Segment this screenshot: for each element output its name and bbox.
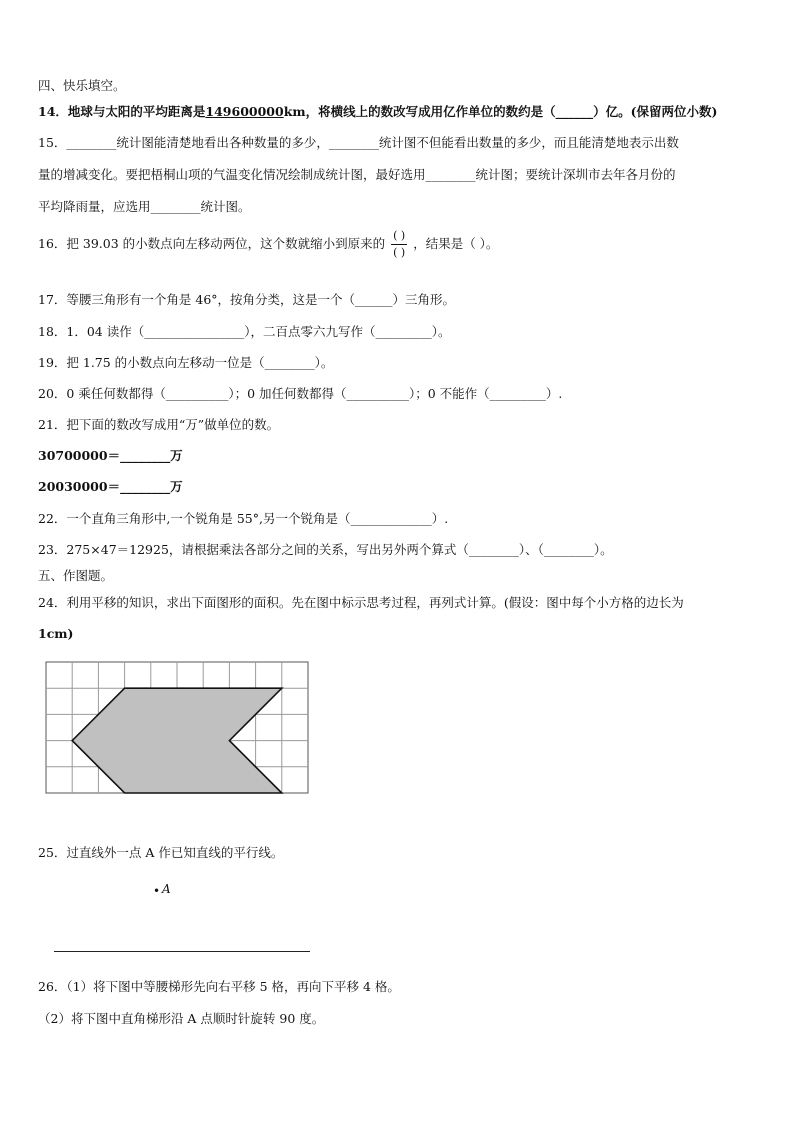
question-18: 18．1．04 读作（________________），二百点零六九写作（_________）。 — [38, 324, 451, 339]
point-a-dot: • — [153, 884, 161, 898]
q16-fraction-denominator: ( ) — [393, 246, 406, 259]
question-14 — [38, 104, 717, 120]
q16-fraction-numerator: ( ) — [391, 230, 407, 245]
section-4-title: 四、快乐填空。 — [38, 78, 126, 93]
given-line — [54, 951, 310, 952]
q14-number: 149600000 — [205, 104, 284, 119]
q14-suffix: km，将横线上的数改写成用亿作单位的数约是（______）亿。(保留两位小数) — [283, 104, 718, 119]
question-26-line-1: 26．（1）将下图中等腰梯形先向右平移 5 格，再向下平移 4 格。 — [38, 979, 400, 994]
grid-figure — [44, 660, 310, 796]
q14-prefix: 14．地球与太阳的平均距离是 — [38, 104, 206, 119]
question-21-item-1: 30700000＝________万 — [38, 448, 183, 463]
question-21: 21．把下面的数改写成用“万”做单位的数。 — [38, 417, 280, 432]
question-21-item-2: 20030000＝________万 — [38, 479, 183, 494]
question-26-line-2: （2）将下图中直角梯形沿 A 点顺时针旋转 90 度。 — [38, 1011, 325, 1026]
question-22: 22．一个直角三角形中,一个锐角是 55°,另一个锐角是（_____________）. — [38, 511, 449, 526]
question-20: 20．0 乘任何数都得（__________）；0 加任何数都得（__________）；0 不能作（_________）. — [38, 386, 563, 401]
question-16 — [38, 230, 498, 259]
question-25: 25．过直线外一点 A 作已知直线的平行线。 — [38, 845, 284, 860]
q16-prefix: 16．把 39.03 的小数点向左移动两位，这个数就缩小到原来的 — [38, 236, 386, 251]
question-24-line-1: 24．利用平移的知识，求出下面图形的面积。先在图中标示思考过程，再列式计算。(假设：图中每个小方格的边长为 — [38, 595, 684, 610]
q16-suffix: ，结果是（ ）。 — [413, 236, 499, 251]
question-15-line-1: 15．________统计图能清楚地看出各种数量的多少，________统计图不但能看出数量的多少，而且能清楚地表示出数 — [38, 135, 679, 150]
question-17: 17．等腰三角形有一个角是 46°，按角分类，这是一个（______）三角形。 — [38, 292, 456, 307]
question-15-line-3: 平均降雨量，应选用________统计图。 — [38, 199, 251, 214]
question-15-line-2: 量的增减变化。要把梧桐山项的气温变化情况绘制成统计图，最好选用________统计图；要统计深圳市去年各月份的 — [38, 167, 676, 182]
question-23: 23．275×47＝12925，请根据乘法各部分之间的关系，写出另外两个算式（________）、（________）。 — [38, 542, 613, 557]
q16-fraction — [391, 230, 407, 259]
point-a-label: A — [162, 882, 171, 896]
question-24-line-2: 1cm) — [38, 626, 74, 641]
question-19: 19．把 1.75 的小数点向左移动一位是（________）。 — [38, 355, 334, 370]
section-5-title: 五、作图题。 — [38, 568, 114, 583]
